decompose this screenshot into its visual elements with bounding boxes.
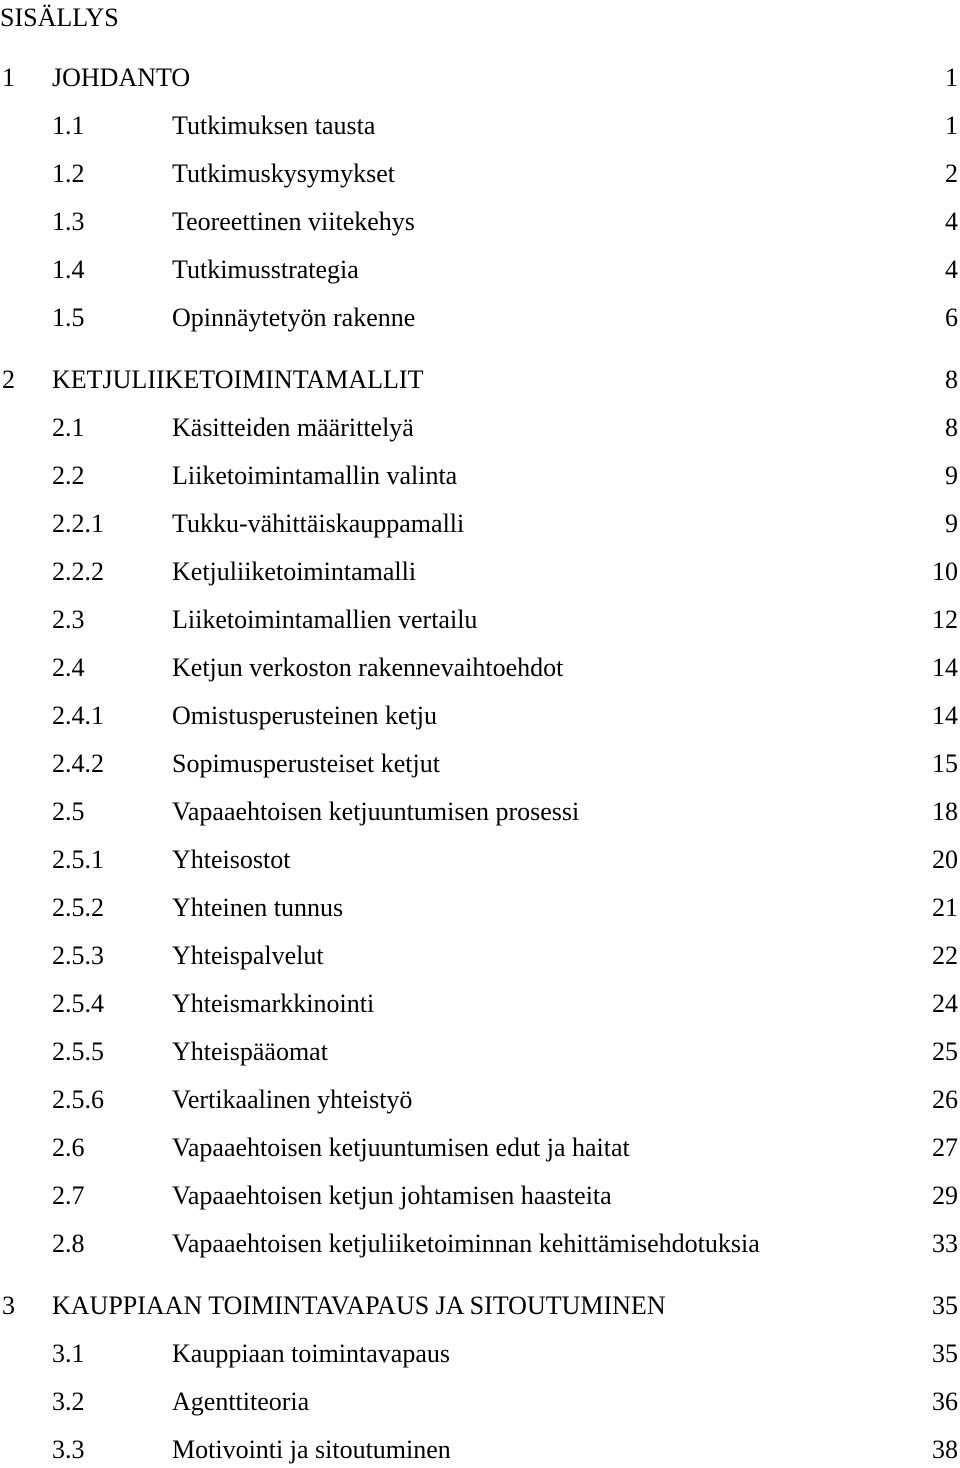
toc-entry-number: 2.5.4	[52, 989, 104, 1018]
toc-entry-title: Tutkimuskysymykset	[172, 159, 395, 188]
toc-entry-title: Agenttiteoria	[172, 1387, 310, 1416]
toc-entry-title: KAUPPIAAN TOIMINTAVAPAUS JA SITOUTUMINEN	[52, 1291, 666, 1320]
toc-entry-title: Yhteisostot	[172, 845, 291, 874]
toc-entry-title: JOHDANTO	[52, 63, 191, 92]
toc-entry-number: 2.2	[52, 461, 85, 490]
toc-entry-page-number: 29	[932, 1181, 958, 1210]
toc-section-entry	[0, 506, 960, 542]
toc-entry-number: 3.1	[52, 1339, 85, 1368]
toc-entry-number: 2	[2, 365, 15, 394]
toc-chapter-entry	[0, 362, 960, 398]
toc-section-entry	[0, 842, 960, 878]
toc-entry-page-number: 35	[932, 1339, 958, 1368]
toc-entry-number: 2.2.1	[52, 509, 104, 538]
toc-chapter-entry	[0, 1288, 960, 1324]
toc-section-entry	[0, 602, 960, 638]
toc-entry-number: 2.5.6	[52, 1085, 104, 1114]
toc-entry-title: Motivointi ja sitoutuminen	[172, 1435, 451, 1464]
toc-entry-title: Vapaaehtoisen ketjuuntumisen edut ja haitat	[172, 1133, 630, 1162]
toc-section-entry	[0, 746, 960, 782]
toc-entry-page-number: 8	[945, 413, 958, 442]
toc-entry-page-number: 20	[932, 845, 958, 874]
toc-entry-page-number: 8	[945, 365, 958, 394]
toc-entry-title: Ketjun verkoston rakennevaihtoehdot	[172, 653, 564, 682]
toc-entry-page-number: 9	[945, 509, 958, 538]
toc-entry-page-number: 14	[932, 701, 958, 730]
toc-entry-page-number: 14	[932, 653, 958, 682]
toc-entry-number: 2.1	[52, 413, 85, 442]
toc-entry-title: Tutkimusstrategia	[172, 255, 359, 284]
toc-entry-page-number: 21	[932, 893, 958, 922]
toc-section-entry	[0, 1336, 960, 1372]
toc-section-entry	[0, 252, 960, 288]
toc-entry-number: 2.5.5	[52, 1037, 104, 1066]
toc-entry-page-number: 26	[932, 1085, 958, 1114]
toc-entry-title: KETJULIIKETOIMINTAMALLIT	[52, 365, 424, 394]
toc-entry-page-number: 2	[945, 159, 958, 188]
toc-entry-title: Yhteispalvelut	[172, 941, 324, 970]
toc-section-entry	[0, 554, 960, 590]
toc-entry-title: Ketjuliiketoimintamalli	[172, 557, 417, 586]
toc-entry-number: 1.5	[52, 303, 85, 332]
toc-section-entry	[0, 1432, 960, 1468]
toc-entry-title: Tukku-vähittäiskauppamalli	[172, 509, 465, 538]
toc-entry-number: 1.4	[52, 255, 85, 284]
toc-section-entry	[0, 698, 960, 734]
toc-entry-title: Sopimusperusteiset ketjut	[172, 749, 440, 778]
toc-section-entry	[0, 410, 960, 446]
toc-section-entry	[0, 108, 960, 144]
toc-entry-page-number: 18	[932, 797, 958, 826]
toc-entry-title: Liiketoimintamallin valinta	[172, 461, 458, 490]
toc-entry-title: Vertikaalinen yhteistyö	[172, 1085, 413, 1114]
toc-entry-number: 2.5.2	[52, 893, 104, 922]
toc-entry-title: Opinnäytetyön rakenne	[172, 303, 416, 332]
toc-entry-number: 3	[2, 1291, 15, 1320]
toc-entry-number: 3.2	[52, 1387, 85, 1416]
toc-heading: SISÄLLYS	[0, 3, 119, 32]
toc-section-entry	[0, 1384, 960, 1420]
toc-entry-page-number: 24	[932, 989, 958, 1018]
toc-entry-page-number: 27	[932, 1133, 958, 1162]
toc-entry-title: Kauppiaan toimintavapaus	[172, 1339, 450, 1368]
toc-entry-number: 1	[2, 63, 15, 92]
toc-entry-page-number: 1	[945, 63, 958, 92]
toc-entry-page-number: 9	[945, 461, 958, 490]
toc-entry-page-number: 33	[932, 1229, 958, 1258]
toc-entry-page-number: 35	[932, 1291, 958, 1320]
toc-entry-title: Yhteinen tunnus	[172, 893, 344, 922]
toc-section-entry	[0, 1226, 960, 1262]
toc-entry-number: 3.3	[52, 1435, 85, 1464]
toc-section-entry	[0, 1178, 960, 1214]
toc-entry-number: 2.4	[52, 653, 85, 682]
toc-section-entry	[0, 938, 960, 974]
toc-entry-number: 2.8	[52, 1229, 85, 1258]
toc-section-entry	[0, 458, 960, 494]
toc-entry-title: Teoreettinen viitekehys	[172, 207, 415, 236]
toc-entry-title: Tutkimuksen tausta	[172, 111, 376, 140]
toc-entry-number: 2.5.3	[52, 941, 104, 970]
toc-entry-number: 1.2	[52, 159, 85, 188]
toc-entry-page-number: 25	[932, 1037, 958, 1066]
toc-entry-page-number: 36	[932, 1387, 958, 1416]
toc-entry-page-number: 10	[932, 557, 958, 586]
toc-chapter-entry	[0, 60, 960, 96]
toc-entry-number: 2.6	[52, 1133, 85, 1162]
toc-entry-page-number: 4	[945, 207, 958, 236]
toc-section-entry	[0, 890, 960, 926]
toc-entry-number: 2.5	[52, 797, 85, 826]
toc-entry-number: 2.5.1	[52, 845, 104, 874]
toc-entry-title: Vapaaehtoisen ketjun johtamisen haasteita	[172, 1181, 612, 1210]
toc-entry-title: Liiketoimintamallien vertailu	[172, 605, 478, 634]
toc-entry-page-number: 38	[932, 1435, 958, 1464]
toc-entry-page-number: 15	[932, 749, 958, 778]
toc-entry-title: Yhteismarkkinointi	[172, 989, 375, 1018]
toc-section-entry	[0, 650, 960, 686]
toc-entry-title: Omistusperusteinen ketju	[172, 701, 438, 730]
toc-entry-title: Vapaaehtoisen ketjuliiketoiminnan kehittämisehdotuksia	[172, 1229, 760, 1258]
toc-entry-page-number: 6	[945, 303, 958, 332]
toc-section-entry	[0, 1034, 960, 1070]
toc-entry-number: 1.3	[52, 207, 85, 236]
toc-entry-number: 2.2.2	[52, 557, 104, 586]
toc-entry-title: Yhteispääomat	[172, 1037, 328, 1066]
toc-section-entry	[0, 156, 960, 192]
toc-section-entry	[0, 1130, 960, 1166]
toc-entry-number: 2.4.2	[52, 749, 104, 778]
toc-entry-number: 2.3	[52, 605, 85, 634]
toc-entry-number: 1.1	[52, 111, 85, 140]
toc-section-entry	[0, 300, 960, 336]
toc-section-entry	[0, 204, 960, 240]
toc-section-entry	[0, 1082, 960, 1118]
toc-section-entry	[0, 794, 960, 830]
toc-entry-number: 2.4.1	[52, 701, 104, 730]
toc-entry-page-number: 12	[932, 605, 958, 634]
toc-entry-page-number: 22	[932, 941, 958, 970]
toc-entry-page-number: 4	[945, 255, 958, 284]
toc-entry-title: Vapaaehtoisen ketjuuntumisen prosessi	[172, 797, 580, 826]
toc-section-entry	[0, 986, 960, 1022]
toc-entry-number: 2.7	[52, 1181, 85, 1210]
toc-entry-page-number: 1	[945, 111, 958, 140]
toc-entry-title: Käsitteiden määrittelyä	[172, 413, 414, 442]
